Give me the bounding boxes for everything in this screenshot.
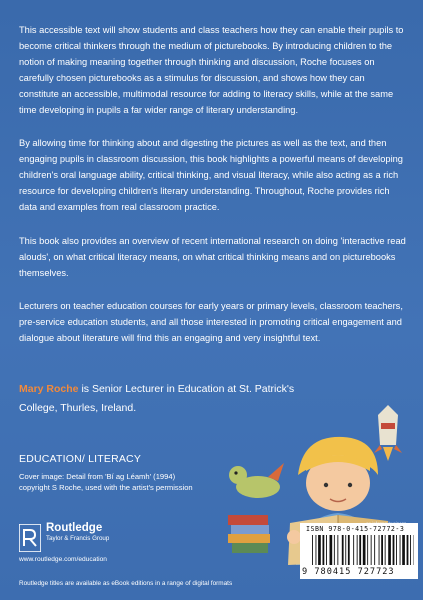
book-stack-icon xyxy=(228,515,270,553)
blurb-paragraph-4: Lecturers on teacher education courses for early years or primary levels, classroom teachers, pre-service education students, and all those interested in promoting critical engagement and dialogue about literature will find this an engaging and very insightful text. xyxy=(19,301,403,343)
isbn-digits: 9 780415 727723 xyxy=(302,567,395,577)
publisher-url[interactable]: www.routledge.com/education xyxy=(19,556,107,563)
publisher-name: Routledge xyxy=(46,522,103,534)
blurb-paragraph-2: By allowing time for thinking about and digesting the pictures as well as the text, and then engaging pupils in classroom discussion, this book highlights a powerful means of developing children's oral language ability, critical thinking, and visual literacy, while also acting as a rich resource for developing children's literary understanding. Throughout, Roche provides rich data and examples from real classroom practice. xyxy=(19,138,403,212)
credit-line-2: copyright S Roche, used with the artist's permission xyxy=(19,482,193,492)
blurb-paragraph-3: This book also provides an overview of recent international research on doing 'interactive read alouds', on what critical literacy means, on what critical thinking means and on picturebooks themselves. xyxy=(19,236,406,278)
dragon-icon xyxy=(229,463,284,498)
isbn-label: ISBN 978-0-415-72772-3 xyxy=(306,525,405,533)
credit-line-1: Cover image: Detail from 'Bí ag Léamh' (1994) xyxy=(19,472,176,481)
barcode-bars xyxy=(312,535,414,565)
rocket-icon xyxy=(374,405,402,461)
isbn-barcode xyxy=(300,523,418,579)
author-bio-text: is Senior Lecturer in Education at St. Patrick's College, Thurles, Ireland. xyxy=(19,383,295,414)
footer-note: Routledge titles are available as eBook editions in a range of digital formats xyxy=(19,580,233,587)
routledge-logo-icon xyxy=(19,524,41,552)
blurb-paragraph-1: This accessible text will show students and class teachers how they can enable their pupils to become critical thinkers through the medium of picturebooks. By introducing children to the notion of making meaning together through thinking and discussion, Roche focuses on carefully chosen picturebooks as a stimulus for discussion, and shows how they can constitute an accessible, multimodal resource for adding to literacy skills, while at the same time developing in pupils a far wider range of literary understanding. xyxy=(19,25,404,115)
subject-category: EDUCATION/ LITERACY xyxy=(19,453,142,465)
publisher-group: Taylor & Francis Group xyxy=(46,535,110,542)
cover-image-credit xyxy=(19,472,249,493)
author-name: Mary Roche xyxy=(19,383,79,395)
publisher-logo xyxy=(19,522,179,562)
